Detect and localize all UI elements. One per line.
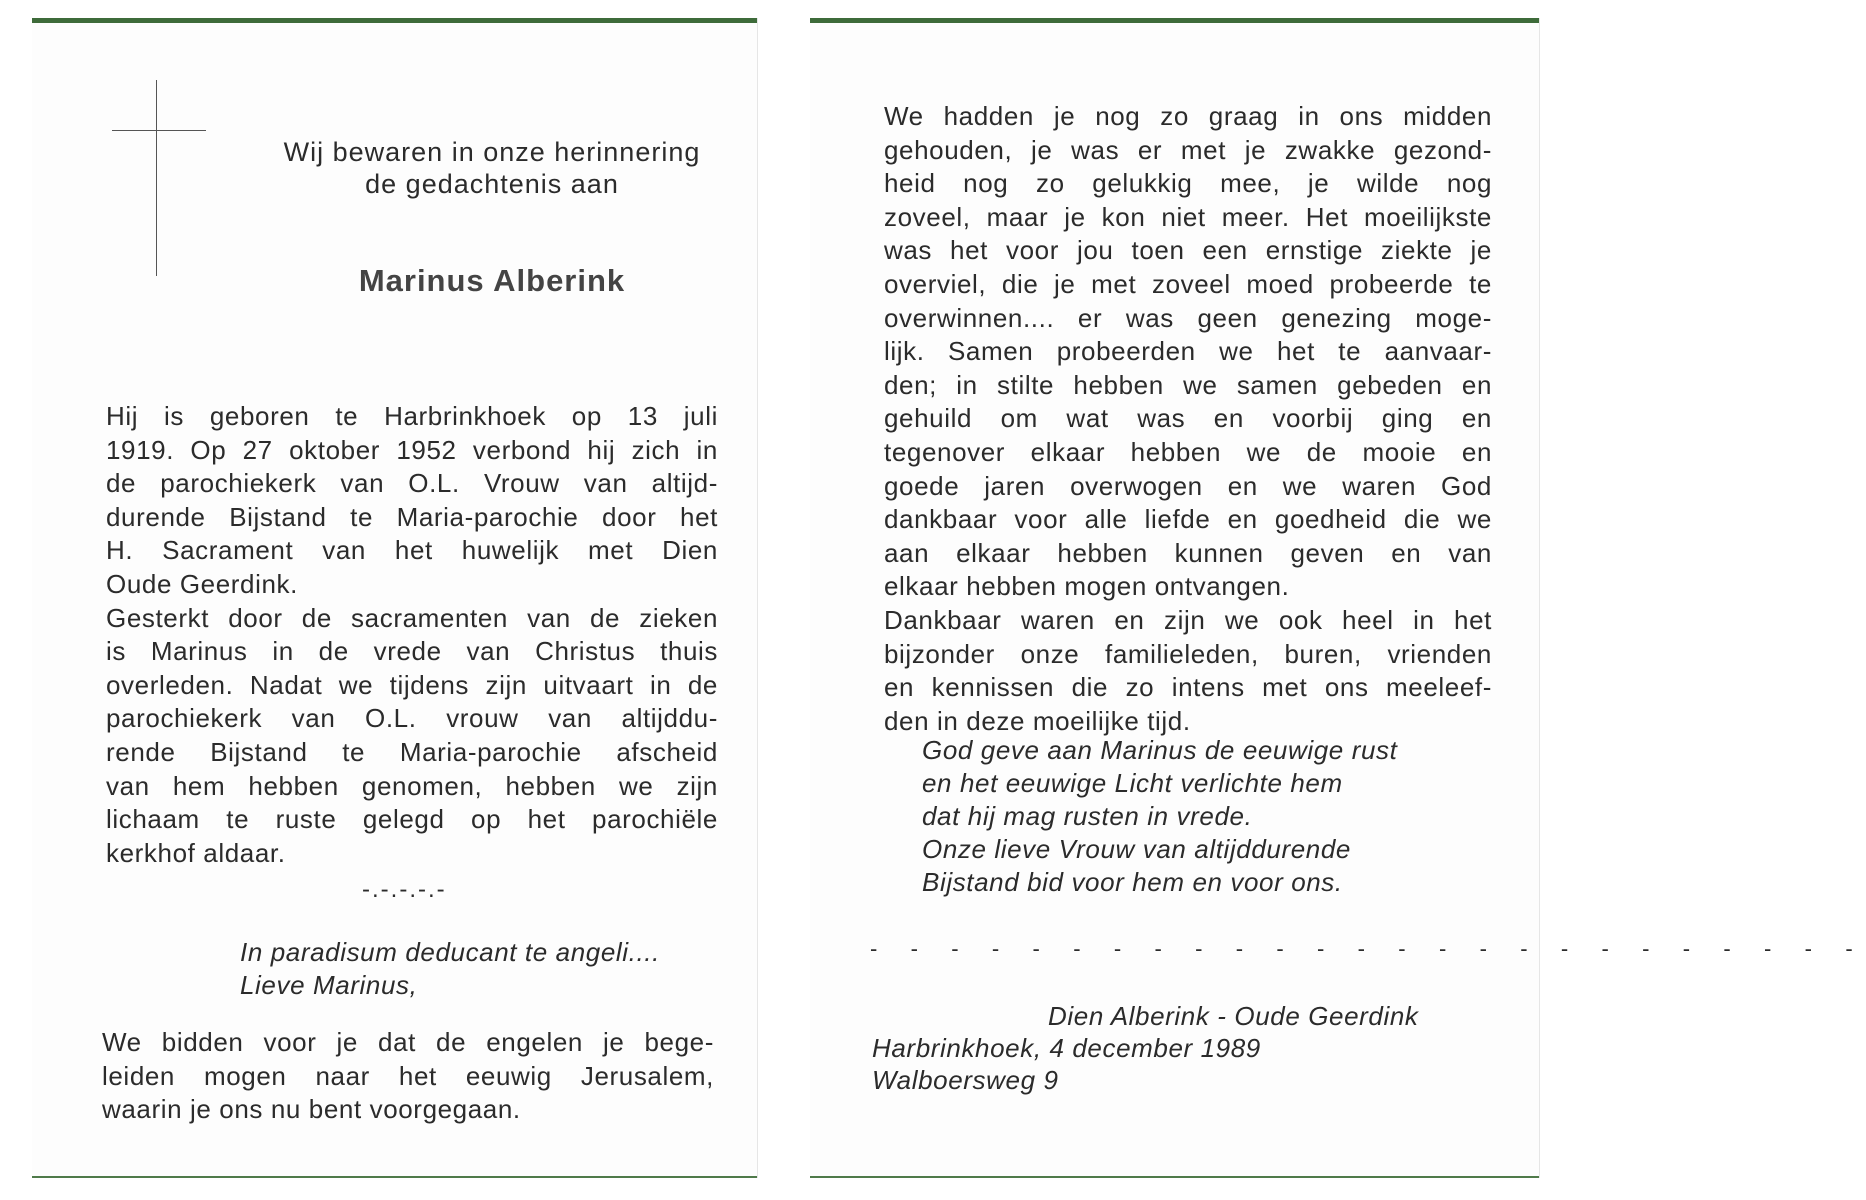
left-card bbox=[32, 18, 758, 1178]
intro-text bbox=[252, 136, 732, 200]
text-line: Gesterkt door de sacramenten van de zieken bbox=[106, 602, 718, 633]
text-line: Dankbaar waren en zijn we ook heel in het bbox=[884, 605, 1492, 635]
text-line: van hem hebben genomen, hebben we zijn bbox=[106, 770, 718, 801]
text-line: de parochiekerk van O.L. Vrouw van altijd- bbox=[106, 468, 718, 499]
text-line: Oude Geerdink. bbox=[106, 569, 298, 599]
text-line: tegenover elkaar hebben we de mooie en bbox=[884, 437, 1492, 467]
text-line: goede jaren overwogen en we waren God bbox=[884, 470, 1492, 501]
separator: -.-.-.-.- bbox=[362, 876, 447, 903]
divider: - - - - - - - - - - - - - - - - - - - - - - - - - bbox=[870, 936, 1866, 961]
intro-line: de gedachtenis aan bbox=[365, 169, 619, 199]
text-line: was het voor jou toen een ernstige ziekte je bbox=[884, 235, 1492, 266]
text-line: en kennissen die zo intens met ons meeleef- bbox=[884, 672, 1492, 703]
text-line: heid nog zo gelukkig mee, je wilde nog bbox=[884, 168, 1492, 199]
text-line: 1919. Op 27 oktober 1952 verbond hij zich in bbox=[106, 434, 718, 465]
text-line: lijk. Samen probeerden we het te aanvaar- bbox=[884, 336, 1492, 367]
text-line: H. Sacrament van het huwelijk met Dien bbox=[106, 535, 718, 566]
text-line: durende Bijstand te Maria-parochie door het bbox=[106, 501, 718, 532]
text-line: bijzonder onze familieleden, buren, vrienden bbox=[884, 638, 1492, 669]
text-line: overviel, die je met zoveel moed probeerde te bbox=[884, 269, 1492, 299]
latin-line: In paradisum deducant te angeli.... bbox=[240, 937, 660, 967]
text-line: We hadden je nog zo graag in ons midden bbox=[884, 101, 1492, 131]
intro-line: Wij bewaren in onze herinnering bbox=[283, 137, 701, 167]
text-line: Bijstand bid voor hem en voor ons. bbox=[922, 867, 1343, 897]
latin-line: Lieve Marinus, bbox=[240, 970, 418, 1000]
text-line: Hij is geboren te Harbrinkhoek op 13 juli bbox=[106, 401, 718, 431]
card-top-edge bbox=[810, 18, 1539, 23]
text-line: gehuild om wat was en voorbij ging en bbox=[884, 403, 1492, 434]
text-line: kerkhof aldaar. bbox=[106, 837, 286, 868]
text-line: overwinnen.... er was geen genezing moge- bbox=[884, 302, 1492, 333]
text-line: elkaar hebben mogen ontvangen. bbox=[884, 571, 1290, 602]
text-line: Onze lieve Vrouw van altijddurende bbox=[922, 834, 1351, 864]
text-line: den; in stilte hebben we samen gebeden en bbox=[884, 369, 1492, 400]
text-line: is Marinus in de vrede van Christus thuis bbox=[106, 636, 718, 667]
text-line: zoveel, maar je kon niet meer. Het moeilijkste bbox=[884, 201, 1492, 232]
card-bottom-edge bbox=[810, 1176, 1539, 1178]
text-line: We bidden voor je dat de engelen je bege- bbox=[102, 1027, 714, 1057]
text-line: dankbaar voor alle liefde en goedheid die we bbox=[884, 504, 1492, 535]
text-line: leiden mogen naar het eeuwig Jerusalem, bbox=[102, 1060, 714, 1091]
deceased-name: Marinus Alberink bbox=[358, 263, 626, 298]
text-line: den in deze moeilijke tijd. bbox=[884, 705, 1191, 736]
text-line: en het eeuwige Licht verlichte hem bbox=[922, 768, 1343, 798]
text-line: God geve aan Marinus de eeuwige rust bbox=[922, 735, 1398, 765]
place-date: Harbrinkhoek, 4 december 1989 bbox=[872, 1033, 1261, 1063]
text-line: dat hij mag rusten in vrede. bbox=[922, 801, 1253, 831]
text-line: gehouden, je was er met je zwakke gezond- bbox=[884, 134, 1492, 165]
text-line: lichaam te ruste gelegd op het parochiële bbox=[106, 804, 718, 835]
cross-icon-vertical bbox=[156, 80, 157, 276]
text-line: parochiekerk van O.L. vrouw van altijddu- bbox=[106, 703, 718, 734]
cross-icon-horizontal bbox=[112, 130, 206, 131]
right-card bbox=[810, 18, 1866, 1178]
text-line: overleden. Nadat we tijdens zijn uitvaart in de bbox=[106, 669, 718, 700]
signature: Dien Alberink - Oude Geerdink bbox=[1048, 1001, 1419, 1031]
text-line: aan elkaar hebben kunnen geven en van bbox=[884, 537, 1492, 568]
address: Walboersweg 9 bbox=[872, 1065, 1059, 1095]
card-bottom-edge bbox=[32, 1176, 757, 1178]
card-top-edge bbox=[32, 18, 757, 23]
text-line: rende Bijstand te Maria-parochie afscheid bbox=[106, 737, 718, 767]
text-line: waarin je ons nu bent voorgegaan. bbox=[102, 1094, 521, 1125]
